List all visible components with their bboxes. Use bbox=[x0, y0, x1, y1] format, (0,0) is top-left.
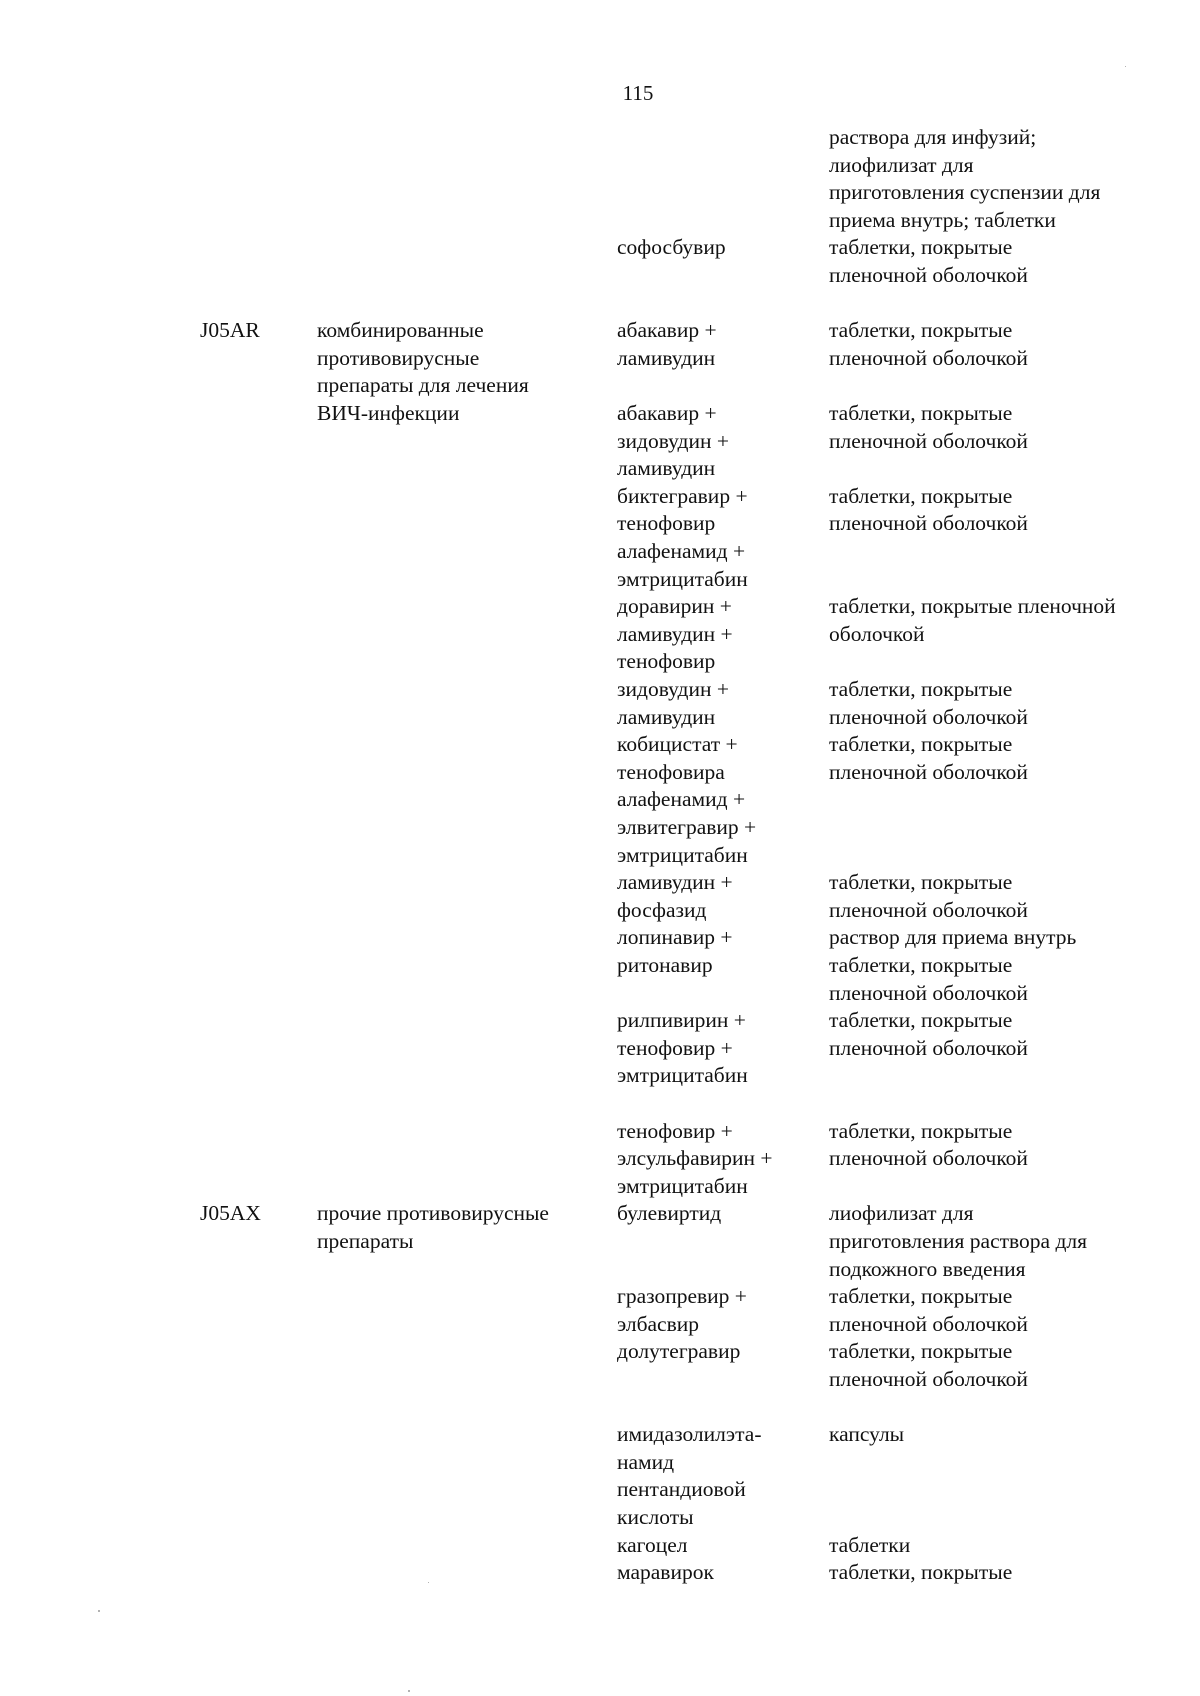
drug-name: эмтрицитабин bbox=[617, 842, 748, 867]
dosage-form: пленочной оболочкой bbox=[829, 980, 1028, 1005]
drug-name: алафенамид + bbox=[617, 787, 746, 812]
dosage-form: пленочной оболочкой bbox=[829, 263, 1028, 287]
dosage-form: таблетки, покрытые bbox=[829, 953, 1013, 977]
dosage-form: лиофилизат для bbox=[829, 152, 974, 177]
dosage-form: пленочной оболочкой bbox=[829, 759, 1028, 784]
atc-code: J05AR bbox=[200, 318, 260, 343]
drug-name: тенофовир + bbox=[617, 1035, 733, 1060]
drug-name: тенофовир + bbox=[617, 1118, 733, 1143]
drug-name: тенофовир bbox=[617, 649, 716, 674]
atc-group-name: прочие противовирусные bbox=[317, 1201, 549, 1226]
dosage-form: пленочной оболочкой bbox=[829, 897, 1028, 922]
dosage-form: таблетки bbox=[829, 1532, 911, 1557]
drug-name: эмтрицитабин bbox=[617, 566, 748, 591]
drug-name: ламивудин + bbox=[617, 621, 733, 646]
dosage-form: пленочной оболочкой bbox=[829, 704, 1028, 729]
drug-name: биктегравир + bbox=[617, 483, 748, 508]
dosage-form: таблетки, покрытые bbox=[829, 1118, 1013, 1143]
dosage-form: приготовления раствора для bbox=[829, 1229, 1087, 1253]
drug-name: булевиртид bbox=[617, 1201, 722, 1226]
drug-name: гразопревир + bbox=[617, 1284, 747, 1309]
atc-group-name: препараты для лечения bbox=[317, 373, 529, 398]
dosage-form: таблетки, покрытые bbox=[829, 1560, 1013, 1585]
dosage-form: оболочкой bbox=[829, 621, 925, 646]
drug-name: доравирин + bbox=[617, 594, 732, 619]
drug-name: ламивудин bbox=[617, 345, 716, 370]
drug-name: эмтрицитабин bbox=[617, 1063, 748, 1088]
dosage-form: пленочной оболочкой bbox=[829, 1146, 1028, 1171]
dosage-form: таблетки, покрытые bbox=[829, 1008, 1013, 1033]
dosage-form: подкожного введения bbox=[829, 1256, 1026, 1281]
drug-name: маравирок bbox=[617, 1560, 714, 1585]
dosage-form: пленочной оболочкой bbox=[829, 345, 1028, 370]
drug-name: ламивудин bbox=[617, 704, 716, 729]
dosage-form: таблетки, покрытые bbox=[829, 870, 1013, 895]
dosage-form: таблетки, покрытые bbox=[829, 1339, 1013, 1364]
dosage-form: раствор для приема внутрь bbox=[829, 925, 1077, 950]
dosage-form: таблетки, покрытые bbox=[829, 1284, 1013, 1309]
dosage-form: пленочной оболочкой bbox=[829, 428, 1028, 453]
drug-name: долутегравир bbox=[617, 1339, 741, 1364]
drug-name: рилпивирин + bbox=[617, 1008, 746, 1033]
dosage-form: приема внутрь; таблетки bbox=[829, 207, 1056, 232]
dosage-form: таблетки, покрытые пленочной bbox=[829, 594, 1116, 619]
atc-group-name: противовирусные bbox=[317, 345, 480, 370]
scan-speck bbox=[98, 1610, 100, 1612]
dosage-form: пленочной оболочкой bbox=[829, 511, 1028, 536]
drug-name: ламивудин + bbox=[617, 870, 733, 895]
scan-speck bbox=[408, 1690, 410, 1692]
drug-name: абакавир + bbox=[617, 318, 717, 343]
drug-name: кобицистат + bbox=[617, 732, 738, 757]
dosage-form: раствора для инфузий; bbox=[829, 125, 1037, 149]
scan-speck bbox=[1125, 66, 1126, 67]
dosage-form: таблетки, покрытые bbox=[829, 732, 1013, 757]
drug-name: ритонавир bbox=[617, 953, 713, 977]
scan-speck bbox=[428, 1582, 429, 1583]
drug-name: элсульфавирин + bbox=[617, 1146, 773, 1171]
drug-name: абакавир + bbox=[617, 401, 717, 425]
atc-group-name: ВИЧ-инфекции bbox=[317, 401, 460, 425]
dosage-form: таблетки, покрытые bbox=[829, 318, 1013, 343]
drug-name: зидовудин + bbox=[617, 677, 729, 701]
atc-group-name: комбинированные bbox=[317, 318, 484, 343]
drug-name: зидовудин + bbox=[617, 428, 729, 453]
drug-name: софосбувир bbox=[617, 235, 726, 260]
dosage-form: таблетки, покрытые bbox=[829, 235, 1013, 260]
drug-name: элбасвир bbox=[617, 1311, 700, 1336]
drug-name: кагоцел bbox=[617, 1532, 688, 1557]
drug-name: пентандиовой bbox=[617, 1477, 746, 1502]
drug-name: элвитегравир + bbox=[617, 815, 757, 839]
dosage-form: пленочной оболочкой bbox=[829, 1035, 1028, 1060]
drug-name: эмтрицитабин bbox=[617, 1173, 748, 1198]
dosage-form: таблетки, покрытые bbox=[829, 677, 1013, 701]
drug-name: лопинавир + bbox=[617, 925, 733, 950]
atc-group-name: препараты bbox=[317, 1229, 414, 1253]
drug-name: кислоты bbox=[617, 1505, 694, 1529]
drug-name: тенофовира bbox=[617, 759, 725, 784]
page-number: 115 bbox=[622, 81, 654, 105]
drug-name: имидазолилэта- bbox=[617, 1422, 762, 1447]
dosage-form: пленочной оболочкой bbox=[829, 1311, 1028, 1336]
dosage-form: приготовления суспензии для bbox=[829, 180, 1101, 205]
drug-name: алафенамид + bbox=[617, 539, 746, 563]
atc-code: J05AX bbox=[200, 1201, 261, 1226]
drug-name: ламивудин bbox=[617, 456, 716, 481]
dosage-form: лиофилизат для bbox=[829, 1201, 974, 1226]
dosage-form: пленочной оболочкой bbox=[829, 1367, 1028, 1391]
dosage-form: таблетки, покрытые bbox=[829, 483, 1013, 508]
drug-name: намид bbox=[617, 1449, 675, 1474]
drug-name: тенофовир bbox=[617, 511, 716, 536]
dosage-form: капсулы bbox=[829, 1422, 905, 1447]
drug-name: фосфазид bbox=[617, 897, 707, 922]
dosage-form: таблетки, покрытые bbox=[829, 401, 1013, 425]
